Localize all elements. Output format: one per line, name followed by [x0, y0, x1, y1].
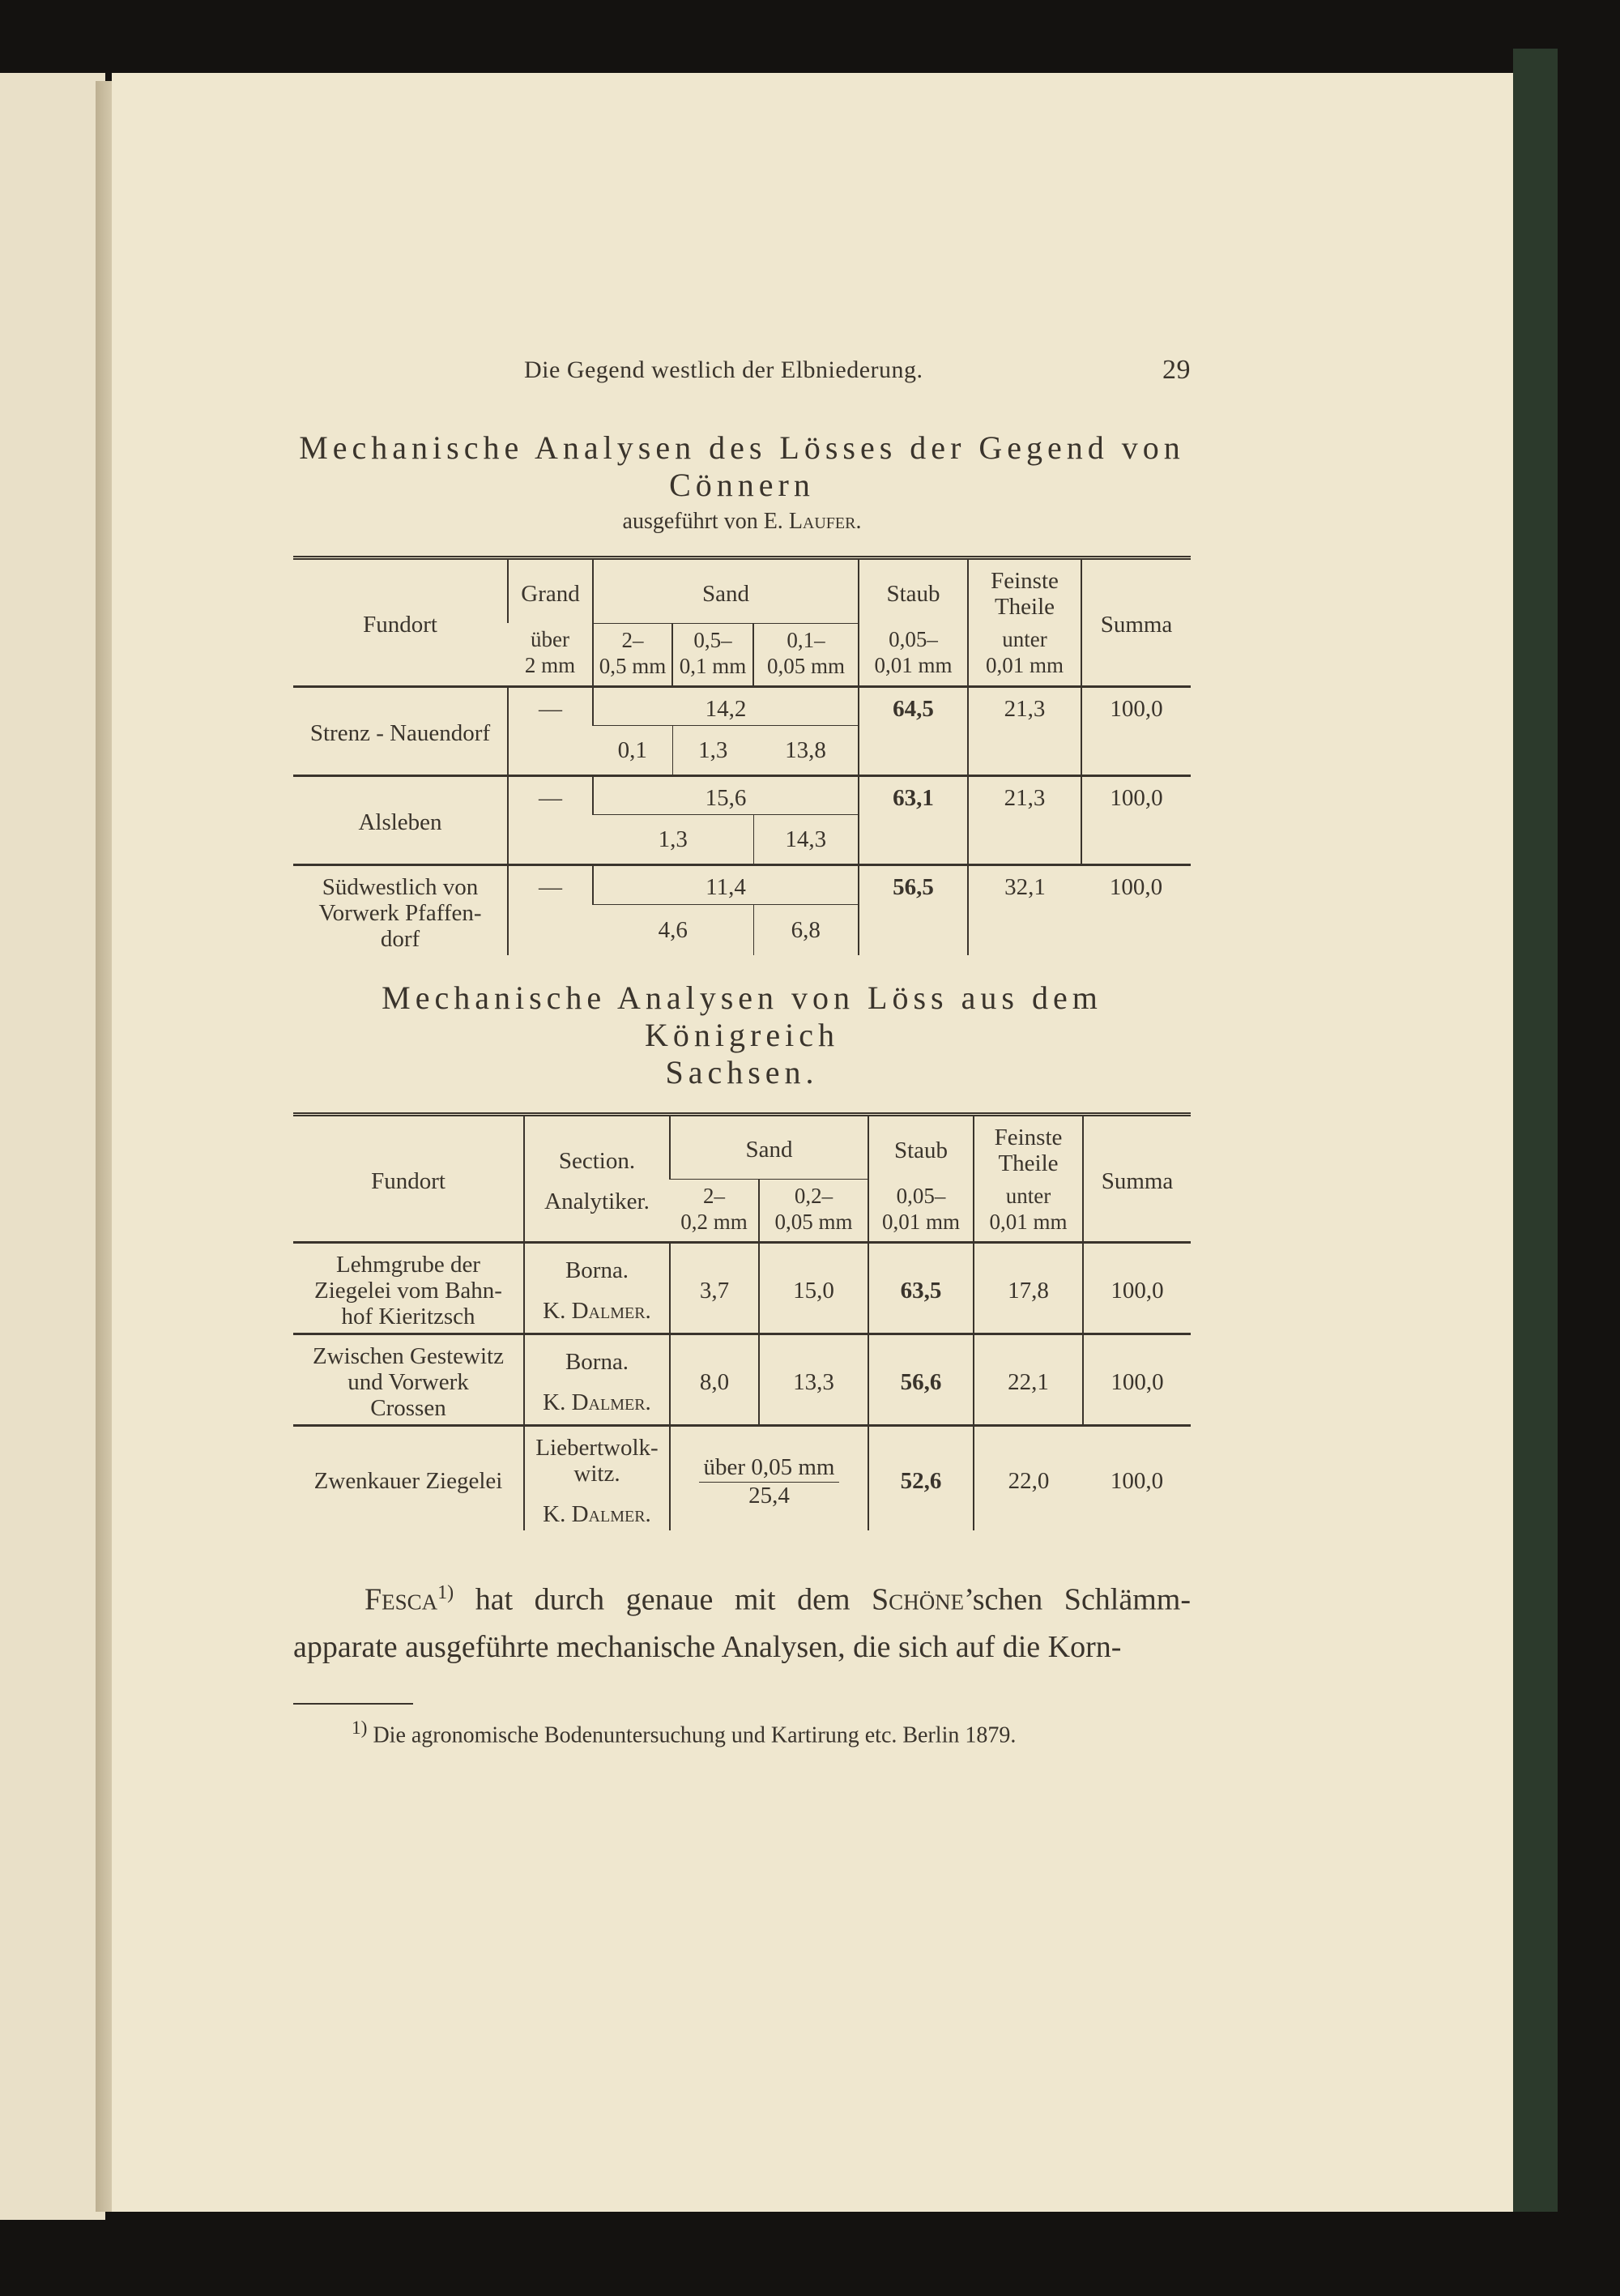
- book-cover-edge: [1513, 49, 1558, 2212]
- footnote: [293, 1718, 1191, 1748]
- table2-row1-section-name: Borna.: [565, 1257, 629, 1283]
- table1-row3-sand-part-2: 6,8: [753, 904, 859, 954]
- table2-row2-fundort-2: und Vorwerk: [347, 1369, 469, 1395]
- table1-header-feinste-sub: [968, 623, 1081, 686]
- table2-row2-fundort-3: Crossen: [370, 1395, 446, 1421]
- table2: [293, 1112, 1191, 1531]
- table1-header-feinste: [968, 558, 1081, 624]
- page-number: 29: [1162, 355, 1191, 385]
- table1-sand-sub-1a: 2–: [621, 627, 644, 652]
- table2-header-staub-sub: [868, 1180, 974, 1243]
- table1-subtitle: [293, 509, 1191, 535]
- body-text-1: hat durch genaue mit dem: [454, 1582, 872, 1617]
- table1-row3-fundort-2: Vorwerk Pfaffen-: [318, 899, 482, 926]
- running-head-title: Die Gegend westlich der Elbniederung.: [524, 356, 923, 383]
- table-row: [293, 1243, 1191, 1334]
- table2-row3-summa: 100,0: [1083, 1426, 1191, 1531]
- table1-header-sand: Sand: [593, 558, 859, 624]
- table1-sand-sub-2a: 0,5–: [693, 627, 732, 652]
- table2-row1-fundort-2: Ziegelei vom Bahn-: [314, 1278, 502, 1304]
- table1-row2-feinste: 21,3: [968, 775, 1081, 864]
- table1-row1-sand-part-1: 0,1: [617, 736, 647, 763]
- table1-header-summa: Summa: [1081, 558, 1191, 687]
- table2-header-summa: Summa: [1083, 1114, 1191, 1243]
- table2-row2-staub: 56,6: [868, 1334, 974, 1426]
- table2-row1-analyst: K. Dalmer.: [543, 1298, 651, 1324]
- table2-row3-fundort: Zwenkauer Ziegelei: [293, 1426, 524, 1531]
- table1-row3-grand: —: [508, 864, 593, 955]
- body-author: Fesca: [364, 1582, 438, 1617]
- table1-sand-sub-1b: 0,5 mm: [599, 653, 667, 678]
- table1-sand-sub-3b: 0,05 mm: [766, 653, 845, 678]
- table1-row1-sand-total: 14,2: [593, 686, 859, 725]
- table1-header-fundort: Fundort: [293, 558, 508, 687]
- table1-header-grand: Grand: [508, 558, 593, 624]
- table2-row3-analyst: K. Dalmer.: [543, 1501, 651, 1527]
- body-name-2: Schöne: [872, 1582, 965, 1617]
- table1-row2-summa: 100,0: [1081, 775, 1191, 864]
- table1-staub-sub-2: 0,01 mm: [874, 653, 953, 678]
- table2-row2-sand-1: 8,0: [670, 1334, 759, 1426]
- table-row: [293, 775, 1191, 814]
- body-text-2: ’schen Schlämm-apparate ausgeführte mechanische Analysen, die sich auf die Korn-: [293, 1582, 1191, 1664]
- footnote-mark: 1): [352, 1717, 368, 1739]
- table2-row1-summa: 100,0: [1083, 1243, 1191, 1334]
- table2-sand-sub-2b: 0,05 mm: [774, 1210, 853, 1234]
- table1-feinste-sub-1: unter: [1002, 627, 1047, 652]
- table2-staub-sub-2: 0,01 mm: [881, 1209, 960, 1234]
- table1-subtitle-prefix: ausgeführt von E.: [622, 509, 783, 534]
- table2-row1-feinste: 17,8: [974, 1243, 1083, 1334]
- table1-row1-fundort: Strenz - Nauendorf: [293, 686, 508, 775]
- table1-row2-sand-part-2: 14,3: [753, 814, 859, 864]
- table1-section: [293, 429, 1191, 955]
- table1-feinste-sub-2: 0,01 mm: [985, 653, 1064, 678]
- table-row: [293, 686, 1191, 725]
- table2-row2-fundort-1: Zwischen Gestewitz: [313, 1343, 504, 1369]
- table2-header-fundort: Fundort: [293, 1114, 524, 1243]
- table1-row3-summa: 100,0: [1081, 864, 1191, 955]
- page-content: [293, 348, 1191, 1748]
- table2-row3-sand-value: 25,4: [748, 1482, 790, 1509]
- table1-row3-feinste: 32,1: [968, 864, 1081, 955]
- table2-row1-sand-1: 3,7: [670, 1243, 759, 1334]
- table1-row2-fundort: Alsleben: [293, 775, 508, 864]
- table2-header-section: [524, 1114, 670, 1243]
- table2-sand-sub-1a: 2–: [703, 1184, 725, 1208]
- table1-row3-fundort: [293, 864, 508, 955]
- table1-row3-fundort-3: dorf: [380, 925, 420, 952]
- table1-header-staub-sub: [859, 623, 968, 686]
- table1-row1-feinste: 21,3: [968, 686, 1081, 775]
- table2-header-sand: Sand: [670, 1114, 868, 1180]
- table1-row1-sand-part-2: 1,3: [672, 725, 753, 775]
- table1-header-feinste-2: Theile: [994, 594, 1055, 620]
- table1-row3-staub: 56,5: [859, 864, 968, 955]
- table1-row2-staub: 63,1: [859, 775, 968, 864]
- table2-title-line1: Mechanische Analysen von Löss aus dem Königreich: [382, 979, 1102, 1053]
- table2-row1-staub: 63,5: [868, 1243, 974, 1334]
- table2-title: [293, 979, 1191, 1091]
- table-row: [293, 1426, 1191, 1531]
- table2-header-section-2: Analytiker.: [544, 1188, 650, 1214]
- table2-feinste-sub-1: unter: [1005, 1183, 1051, 1208]
- table1-title-line1: Mechanische Analysen des Lösses der Gegend von: [299, 429, 1185, 466]
- table1-header-sand-sub-1: [593, 623, 672, 686]
- table2-header-feinste-sub: [974, 1180, 1083, 1243]
- table-row: [293, 1334, 1191, 1426]
- table2-row2-summa: 100,0: [1083, 1334, 1191, 1426]
- table2-staub-sub-1: 0,05–: [896, 1183, 946, 1208]
- table2-header-sand-sub-1: [670, 1180, 759, 1243]
- table1-row1-staub: 64,5: [859, 686, 968, 775]
- table1: [293, 556, 1191, 955]
- table1-row1-summa: 100,0: [1081, 686, 1191, 775]
- table1-row3-sand-total: 11,4: [593, 864, 859, 904]
- table1-header-sand-sub-3: [753, 623, 859, 686]
- table2-sand-sub-2a: 0,2–: [794, 1184, 833, 1208]
- table1-row1-sand-part-3: 13,8: [785, 736, 826, 763]
- table2-header-feinste-1: Feinste: [994, 1124, 1063, 1150]
- table1-row3-sand-part-1: 4,6: [658, 916, 688, 943]
- table2-row3-sand-combined: [670, 1426, 868, 1531]
- body-footnote-mark: 1): [437, 1582, 454, 1603]
- table2-section: [293, 979, 1191, 1531]
- table1-subtitle-name: Laufer.: [788, 509, 862, 534]
- table2-row3-section-name: Liebertwolk-witz.: [535, 1435, 659, 1487]
- table1-grand-sub-1: über: [531, 627, 569, 652]
- table1-header-sand-sub-2: [672, 623, 753, 686]
- running-head: [293, 348, 1191, 397]
- table1-row3-fundort-1: Südwestlich von: [322, 873, 479, 900]
- table2-row2-sand-2: 13,3: [759, 1334, 868, 1426]
- facing-page-edge: [0, 73, 105, 2220]
- footnote-text: Die agronomische Bodenuntersuchung und Kartirung etc. Berlin 1879.: [373, 1722, 1017, 1748]
- table2-row3-section: [524, 1426, 670, 1531]
- table1-staub-sub-1: 0,05–: [889, 627, 938, 652]
- table2-row3-sand-label: über 0,05 mm: [699, 1454, 840, 1483]
- table1-header-feinste-1: Feinste: [991, 568, 1059, 594]
- table2-row2-section: [524, 1334, 670, 1426]
- footnote-rule: [293, 1703, 413, 1705]
- table1-row2-sand-part-1: 1,3: [658, 826, 688, 852]
- table2-row2-analyst: K. Dalmer.: [543, 1389, 651, 1415]
- table1-title-line2: Cönnern: [669, 467, 815, 503]
- table2-row2-feinste: 22,1: [974, 1334, 1083, 1426]
- table2-feinste-sub-2: 0,01 mm: [989, 1209, 1068, 1234]
- table2-row3-feinste: 22,0: [974, 1426, 1083, 1531]
- table2-header-section-1: Section.: [558, 1147, 636, 1174]
- body-paragraph: [293, 1569, 1191, 1671]
- table-row: [293, 864, 1191, 904]
- table2-title-line2: Sachsen.: [665, 1053, 819, 1090]
- table2-row1-section: [524, 1243, 670, 1334]
- table1-sand-sub-2b: 0,1 mm: [679, 653, 747, 678]
- table1-grand-sub-2: 2 mm: [524, 653, 576, 678]
- table1-header-grand-sub: [508, 623, 593, 686]
- table2-header-sand-sub-2: [759, 1180, 868, 1243]
- table2-row1-fundort-1: Lehmgrube der: [336, 1252, 480, 1278]
- table2-header-staub: Staub: [868, 1114, 974, 1180]
- table2-row1-fundort-3: hof Kieritzsch: [341, 1304, 475, 1329]
- table2-row1-fundort: [293, 1243, 524, 1334]
- table1-row2-sand-total: 15,6: [593, 775, 859, 814]
- table2-row1-sand-2: 15,0: [759, 1243, 868, 1334]
- table1-title: [293, 429, 1191, 504]
- table2-row3-staub: 52,6: [868, 1426, 974, 1531]
- table2-header-feinste: [974, 1114, 1083, 1180]
- table1-row2-grand: —: [508, 775, 593, 864]
- table2-sand-sub-1b: 0,2 mm: [680, 1210, 748, 1234]
- table1-row1-grand: —: [508, 686, 593, 775]
- table2-row2-section-name: Borna.: [565, 1349, 629, 1375]
- table1-sand-sub-3a: 0,1–: [787, 627, 825, 652]
- table2-header-feinste-2: Theile: [998, 1150, 1059, 1176]
- table2-row2-fundort: [293, 1334, 524, 1426]
- table1-header-staub: Staub: [859, 558, 968, 624]
